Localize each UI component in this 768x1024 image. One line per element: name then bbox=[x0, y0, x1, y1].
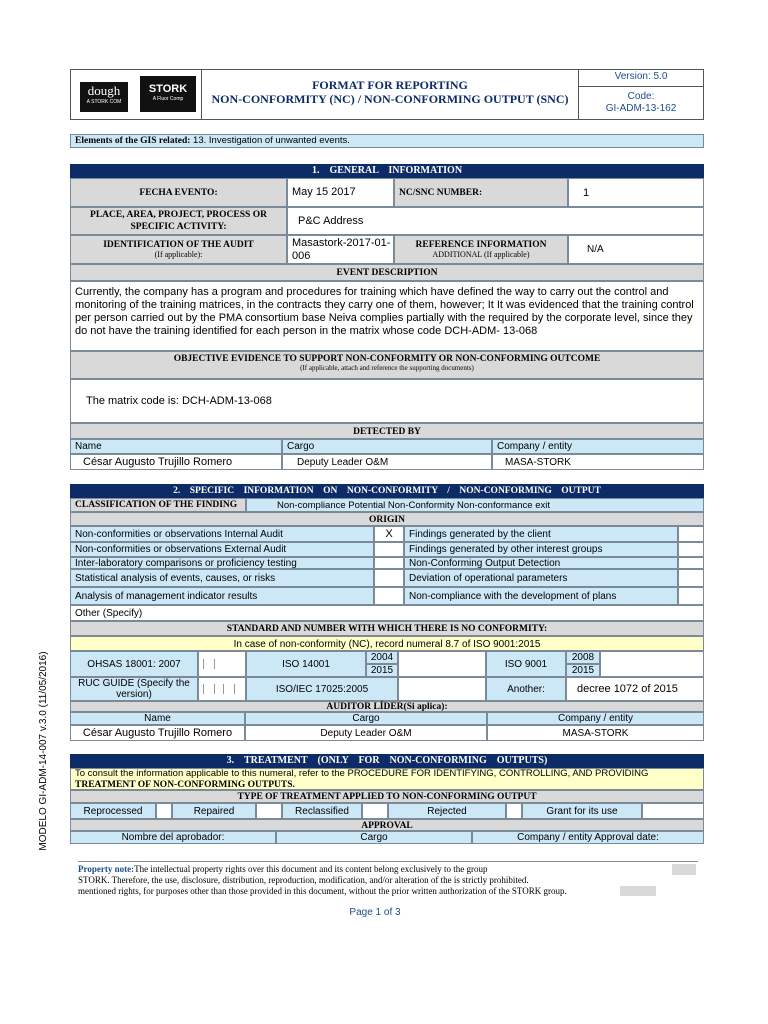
auditor-col-company: Company / entity bbox=[487, 712, 704, 725]
place-label: PLACE, AREA, PROJECT, PROCESS OR SPECIFIC ACTIVITY: bbox=[70, 207, 287, 235]
origin-checkbox-right[interactable] bbox=[678, 569, 704, 587]
approval-title: APPROVAL bbox=[70, 819, 704, 831]
auditor-name[interactable]: César Augusto Trujillo Romero bbox=[70, 725, 245, 741]
treatment-type-option[interactable]: Repaired bbox=[172, 803, 256, 819]
detected-col-cargo: Cargo bbox=[282, 439, 492, 454]
iso9001-check[interactable] bbox=[600, 651, 704, 677]
treatment-type-checkbox[interactable] bbox=[506, 803, 522, 819]
origin-checkbox-left[interactable] bbox=[374, 587, 404, 605]
section2-title: 2. SPECIFIC INFORMATION ON NON-CONFORMITY / NON-CONFORMING OUTPUT bbox=[70, 484, 704, 498]
treatment-type-option[interactable]: Rejected bbox=[388, 803, 506, 819]
detected-col-company: Company / entity bbox=[492, 439, 704, 454]
auditor-title: AUDITOR LÍDER(Si aplica): bbox=[70, 701, 704, 712]
ncsnc-value[interactable]: 1 bbox=[568, 178, 704, 207]
ruc-option[interactable]: RUC GUIDE (Specify the version) bbox=[70, 677, 198, 701]
origin-option-left[interactable]: Statistical analysis of events, causes, or risks bbox=[70, 569, 374, 587]
origin-option-left[interactable]: Non-conformities or observations External Audit bbox=[70, 542, 374, 557]
ncsnc-label: NC/SNC NUMBER: bbox=[394, 178, 568, 207]
fecha-label: FECHA EVENTO: bbox=[70, 178, 287, 207]
origin-option-right[interactable]: Deviation of operational parameters bbox=[404, 569, 678, 587]
iso9001-option[interactable]: ISO 9001 bbox=[486, 651, 566, 677]
treatment-type-checkbox[interactable] bbox=[156, 803, 172, 819]
origin-option-left[interactable]: Non-conformities or observations Internal Audit bbox=[70, 526, 374, 542]
iso9001-year2[interactable]: 2015 bbox=[566, 664, 600, 677]
origin-checkbox-left[interactable] bbox=[374, 569, 404, 587]
auditor-company[interactable]: MASA-STORK bbox=[487, 725, 704, 741]
side-model-text: MODELO GI-ADM-14-007 v.3.0 (11/05/2016) bbox=[38, 651, 49, 851]
gis-row: Elements of the GIS related: 13. Investigation of unwanted events. bbox=[70, 134, 704, 148]
version-text: Version: 5.0 bbox=[614, 71, 668, 82]
iso14001-check[interactable] bbox=[398, 651, 486, 677]
fecha-value[interactable]: May 15 2017 bbox=[287, 178, 394, 207]
treatment-type-checkbox[interactable] bbox=[256, 803, 282, 819]
origin-checkbox-left[interactable]: X bbox=[374, 526, 404, 542]
approval-cargo: Cargo bbox=[276, 831, 472, 844]
code-value: GI-ADM-13-162 bbox=[605, 103, 677, 114]
detected-col-name: Name bbox=[70, 439, 282, 454]
origin-option-left[interactable]: Inter-laboratory comparisons or proficiency testing bbox=[70, 557, 374, 569]
logo-dough: dough A STORK COM bbox=[80, 82, 128, 112]
origin-option-left[interactable]: Analysis of management indicator results bbox=[70, 587, 374, 605]
document-title: FORMAT FOR REPORTING NON-CONFORMITY (NC) / NON-CONFORMING OUTPUT (SNC) bbox=[211, 78, 569, 106]
origin-checkbox-left[interactable] bbox=[374, 557, 404, 569]
code-label: Code: bbox=[627, 91, 655, 102]
detected-cargo[interactable]: Deputy Leader O&M bbox=[282, 454, 492, 470]
origin-checkbox-right[interactable] bbox=[678, 542, 704, 557]
type-title: TYPE OF TREATMENT APPLIED TO NON-CONFORMING OUTPUT bbox=[70, 790, 704, 803]
treatment-type-checkbox[interactable] bbox=[642, 803, 704, 819]
detected-company[interactable]: MASA-STORK bbox=[492, 454, 704, 470]
section1-title: 1. GENERAL INFORMATION bbox=[70, 164, 704, 178]
objective-evidence[interactable]: The matrix code is: DCH-ADM-13-068 bbox=[70, 379, 704, 423]
treatment-type-option[interactable]: Grant for its use bbox=[522, 803, 642, 819]
classification-label: CLASSIFICATION OF THE FINDING bbox=[70, 498, 246, 512]
detected-name[interactable]: César Augusto Trujillo Romero bbox=[70, 454, 282, 470]
iso9001-year1[interactable]: 2008 bbox=[566, 651, 600, 664]
approval-company: Company / entity Approval date: bbox=[472, 831, 704, 844]
ref-value[interactable]: N/A bbox=[568, 235, 704, 264]
auditor-col-name: Name bbox=[70, 712, 245, 725]
section3-title: 3. TREATMENT (ONLY FOR NON-CONFORMING OUTPUTS) bbox=[70, 754, 704, 768]
footer-grey-box bbox=[672, 864, 696, 875]
consult-text: To consult the information applicable to this numeral, refer to the PROCEDURE FOR IDENTIFYING, CONTROLLING, AND PROVIDING TREATMENT OF NON-CONFORMING OUTPUTS. bbox=[70, 768, 704, 790]
origin-option-right[interactable]: Findings generated by other interest groups bbox=[404, 542, 678, 557]
origin-option-right[interactable]: Non-compliance with the development of plans bbox=[404, 587, 678, 605]
iso14001-option[interactable]: ISO 14001 bbox=[246, 651, 366, 677]
ruc-check[interactable] bbox=[198, 677, 246, 701]
origin-checkbox-right[interactable] bbox=[678, 526, 704, 542]
ohsas-option[interactable]: OHSAS 18001: 2007 bbox=[70, 651, 198, 677]
event-description[interactable]: Currently, the company has a program and procedures for training which have defined the way to carry out the control and monitoring of the training matrices, in the contracts they carry one of them, however; It It was evidenced that the training control per person carried out by the PMA consortium base Neiva complies partially with the required by the corporate level, since they do not have the training identified for each person in the matrix whose code DCH-ADM- 13-068 bbox=[70, 281, 704, 351]
standard-note: In case of non-conformity (NC), record numeral 8.7 of ISO 9001:2015 bbox=[70, 636, 704, 651]
logo-stork: STORK A Fluor Comp bbox=[140, 76, 196, 112]
origin-option-right[interactable]: Non-Conforming Output Detection bbox=[404, 557, 678, 569]
origin-option-right[interactable]: Findings generated by the client bbox=[404, 526, 678, 542]
ohsas-check[interactable] bbox=[198, 651, 246, 677]
audit-label: IDENTIFICATION OF THE AUDIT (If applicable): bbox=[70, 235, 287, 264]
place-value[interactable]: P&C Address bbox=[287, 207, 704, 235]
iso17025-option[interactable]: ISO/IEC 17025:2005 bbox=[246, 677, 398, 701]
standard-title: STANDARD AND NUMBER WITH WHICH THERE IS NO CONFORMITY: bbox=[70, 621, 704, 636]
footer-grey-box bbox=[620, 886, 656, 896]
iso14001-year1[interactable]: 2004 bbox=[366, 651, 398, 664]
property-note: Property note:The intellectual property rights over this document and its content belong exclusively to the group STORK. Therefore, the use, disclosure, distribution, reproduction, modification, and/or alteration of the is strictly prohibited. mentioned rights, for purposes other than those provided in this document, without the prior written authorization of the STORK group. bbox=[78, 864, 567, 896]
treatment-type-checkbox[interactable] bbox=[362, 803, 388, 819]
origin-checkbox-left[interactable] bbox=[374, 542, 404, 557]
classification-options[interactable]: Non-compliance Potential Non-Conformity Non-conformance exit bbox=[246, 498, 704, 512]
treatment-type-option[interactable]: Reclassified bbox=[282, 803, 362, 819]
audit-value[interactable]: Masastork-2017-01-006 bbox=[287, 235, 394, 264]
treatment-type-option[interactable]: Reprocessed bbox=[70, 803, 156, 819]
detected-title: DETECTED BY bbox=[70, 423, 704, 439]
origin-checkbox-right[interactable] bbox=[678, 587, 704, 605]
auditor-cargo[interactable]: Deputy Leader O&M bbox=[245, 725, 487, 741]
approver-label: Nombre del aprobador: bbox=[70, 831, 276, 844]
event-title: EVENT DESCRIPTION bbox=[70, 264, 704, 281]
ref-label: REFERENCE INFORMATION ADDITIONAL (If applicable) bbox=[394, 235, 568, 264]
origin-checkbox-right[interactable] bbox=[678, 557, 704, 569]
other-specify[interactable]: Other (Specify) bbox=[70, 605, 704, 621]
another-value[interactable]: decree 1072 of 2015 bbox=[566, 677, 704, 701]
objective-title: OBJECTIVE EVIDENCE TO SUPPORT NON-CONFORMITY OR NON-CONFORMING OUTCOME (If applicable, attach and reference the supporting documents) bbox=[70, 351, 704, 379]
iso14001-year2[interactable]: 2015 bbox=[366, 664, 398, 677]
origin-title: ORIGIN bbox=[70, 512, 704, 526]
page-number: Page 1 of 3 bbox=[349, 907, 401, 918]
auditor-col-cargo: Cargo bbox=[245, 712, 487, 725]
another-label: Another: bbox=[486, 677, 566, 701]
iso17025-check[interactable] bbox=[398, 677, 486, 701]
